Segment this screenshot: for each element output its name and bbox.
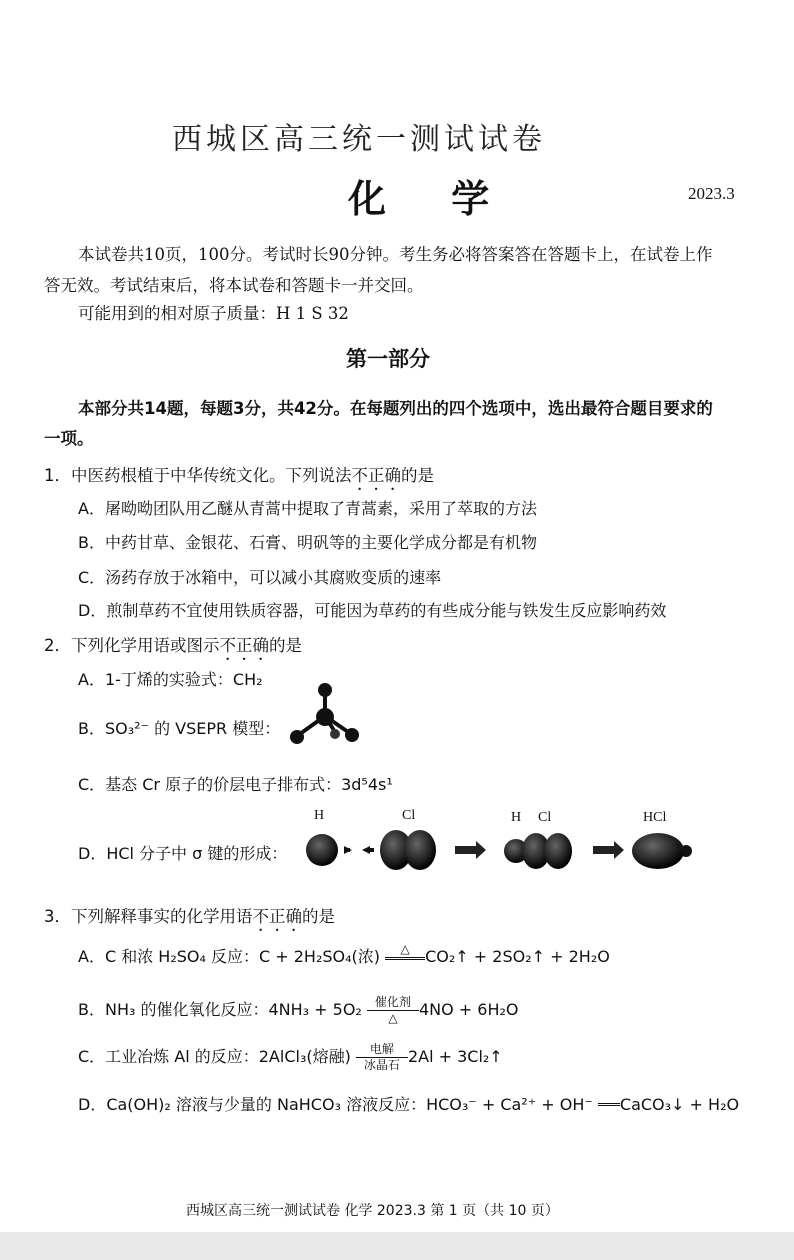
relative-atomic-mass: 可能用到的相对原子质量：H 1 S 32 xyxy=(78,304,349,323)
part-title: 第一部分 xyxy=(346,347,430,371)
question-1-option-b: B．中药甘草、金银花、石膏、明矾等的主要化学成分都是有机物 xyxy=(78,533,537,552)
question-2-option-b: B．SO₃²⁻ 的 VSEPR 模型： xyxy=(78,719,281,738)
page-footer: 西城区高三统一测试试卷 化学 2023.3 第 1 页（共 10 页） xyxy=(186,1203,559,1219)
emphasis-not-correct: 不正确 xyxy=(219,636,269,655)
question-3-option-c: C．工业冶炼 Al 的反应：2AlCl₃(熔融) 电解 冰晶石 2Al + 3Cl₂↑ xyxy=(78,1042,503,1072)
orbital-label-h: H xyxy=(314,808,325,823)
emphasis-not-correct: 不正确 xyxy=(252,907,302,926)
question-3-stem: 3．下列解释事实的化学用语不正确的是 xyxy=(44,907,335,926)
part-intro-line-1: 本部分共14题，每题3分，共42分。在每题列出的四个选项中，选出最符合题目要求的 xyxy=(78,399,713,418)
question-1-stem: 1．中医药根植于中华传统文化。下列说法不正确的是 xyxy=(44,466,434,485)
orbital-label-hcl: HCl xyxy=(643,810,667,825)
exam-date: 2023.3 xyxy=(688,184,735,203)
part-intro-line-2: 一项。 xyxy=(44,429,94,448)
instructions-line-2: 答无效。考试结束后，将本试卷和答题卡一并交回。 xyxy=(44,276,424,295)
question-1-option-c: C．汤药存放于冰箱中，可以减小其腐败变质的速率 xyxy=(78,568,442,587)
question-2-option-d: D．HCl 分子中 σ 键的形成： xyxy=(78,844,288,863)
orbital-label-cl: Cl xyxy=(402,808,416,823)
question-3-option-d: D．Ca(OH)₂ 溶液与少量的 NaHCO₃ 溶液反应：HCO₃⁻ + Ca²⁺ + OH⁻ CaCO₃↓ + H₂O xyxy=(78,1095,740,1114)
question-2-stem: 2．下列化学用语或图示不正确的是 xyxy=(44,636,302,655)
question-2-option-a: A．1-丁烯的实验式：CH₂ xyxy=(78,670,263,689)
emphasis-not-correct: 不正确 xyxy=(351,466,401,485)
question-1-option-a: A．屠呦呦团队用乙醚从青蒿中提取了青蒿素，采用了萃取的方法 xyxy=(78,499,537,518)
vsepr-model-image xyxy=(285,680,365,752)
question-3-option-b: B．NH₃ 的催化氧化反应：4NH₃ + 5O₂ 催化剂 △ 4NO + 6H₂O xyxy=(78,995,519,1025)
question-3-option-a: A．C 和浓 H₂SO₄ 反应：C + 2H₂SO₄(浓) △ CO₂↑ + 2SO₂↑ + 2H₂O xyxy=(78,942,610,966)
orbital-label-cl2: Cl xyxy=(538,810,552,825)
sigma-bond-diagram xyxy=(300,824,700,876)
subject-title: 化 学 xyxy=(348,176,516,221)
instructions-line-1: 本试卷共10页，100分。考试时长90分钟。考生务必将答案答在答题卡上，在试卷上作 xyxy=(78,245,713,264)
footer-strip xyxy=(0,1232,794,1260)
exam-header-title: 西城区高三统一测试试卷 xyxy=(172,122,546,157)
orbital-label-h2: H xyxy=(511,810,522,825)
question-2-option-c: C．基态 Cr 原子的价层电子排布式：3d⁵4s¹ xyxy=(78,775,393,794)
question-1-option-d: D．煎制草药不宜使用铁质容器，可能因为草药的有些成分能与铁发生反应影响药效 xyxy=(78,601,667,620)
